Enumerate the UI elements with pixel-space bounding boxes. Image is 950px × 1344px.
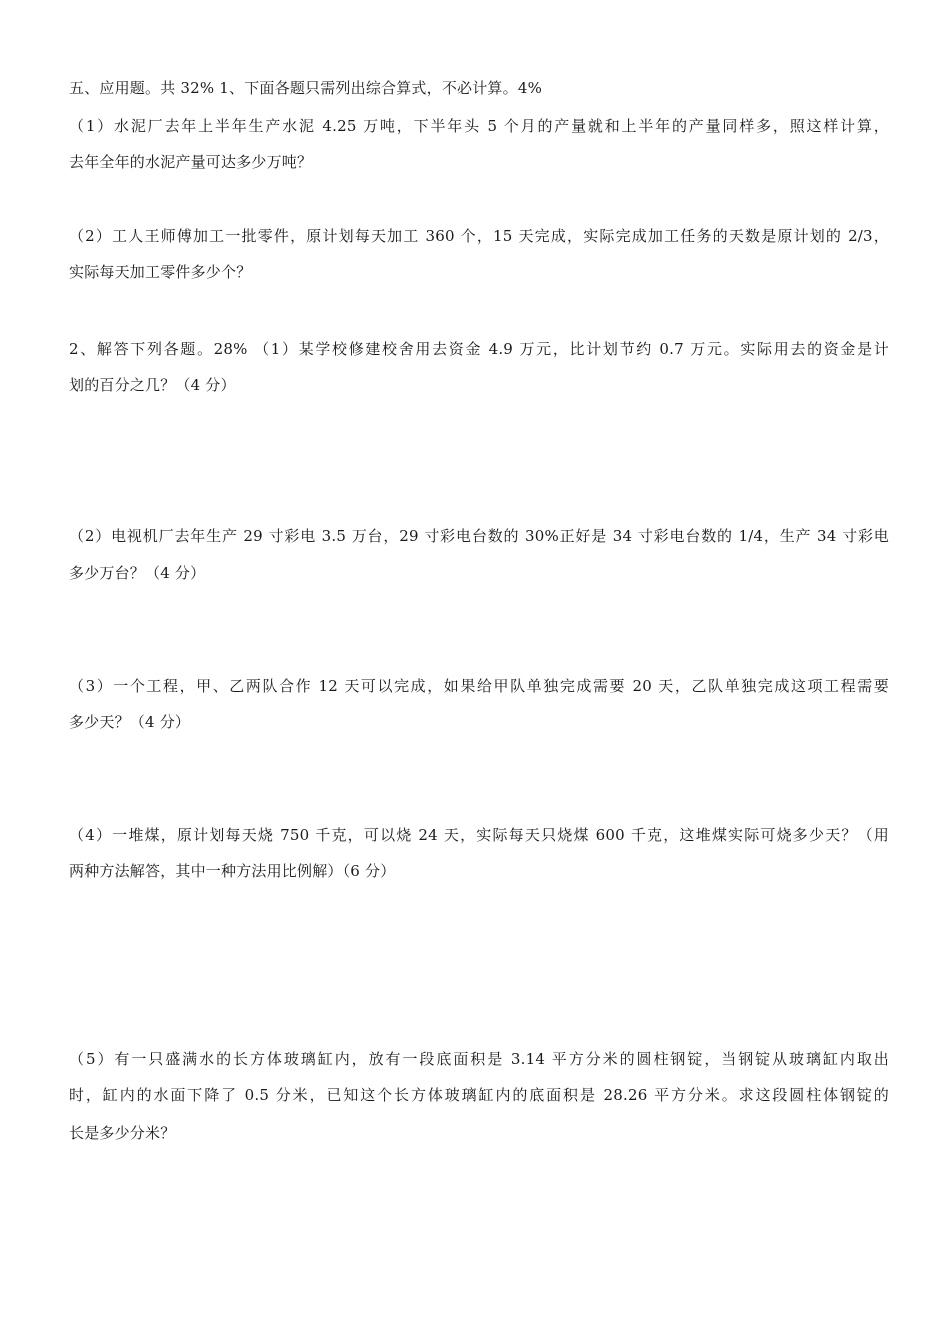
- question-2-5-line-3: 长是多少分米？: [69, 1124, 176, 1142]
- question-1-1-line-2: 去年全年的水泥产量可达多少万吨？: [69, 153, 313, 171]
- question-2-3-line-1: （3）一个工程，甲、乙两队合作 12 天可以完成，如果给甲队单独完成需要 20 天，乙队单独完成这项工程需要: [69, 677, 889, 695]
- part-2-line-2: 划的百分之几？（4 分）: [69, 376, 236, 394]
- question-2-5-line-1: （5）有一只盛满水的长方体玻璃缸内，放有一段底面积是 3.14 平方分米的圆柱钢锭，当钢锭从玻璃缸内取出: [69, 1050, 889, 1068]
- section-header: 五、应用题。共 32% 1、下面各题只需列出综合算式，不必计算。4%: [69, 79, 543, 97]
- question-2-4-line-2: 两种方法解答，其中一种方法用比例解）（6 分）: [69, 862, 396, 880]
- question-2-4-line-1: （4）一堆煤，原计划每天烧 750 千克，可以烧 24 天，实际每天只烧煤 600 千克，这堆煤实际可烧多少天？（用: [69, 826, 889, 844]
- question-1-1-line-1: （1）水泥厂去年上半年生产水泥 4.25 万吨，下半年头 5 个月的产量就和上半年的产量同样多，照这样计算，: [69, 117, 889, 135]
- part-2-line-1: 2、解答下列各题。28% （1）某学校修建校舍用去资金 4.9 万元，比计划节约 0.7 万元。实际用去的资金是计: [69, 340, 889, 358]
- question-1-2-line-2: 实际每天加工零件多少个？: [69, 263, 252, 281]
- question-2-3-line-2: 多少天？（4 分）: [69, 713, 191, 731]
- question-2-2-line-1: （2）电视机厂去年生产 29 寸彩电 3.5 万台，29 寸彩电台数的 30%正好是 34 寸彩电台数的 1/4，生产 34 寸彩电: [69, 527, 889, 545]
- question-1-2-line-1: （2）工人王师傅加工一批零件，原计划每天加工 360 个，15 天完成，实际完成加工任务的天数是原计划的 2/3，: [69, 227, 889, 245]
- question-2-5-line-2: 时，缸内的水面下降了 0.5 分米，已知这个长方体玻璃缸内的底面积是 28.26 平方分米。求这段圆柱体钢锭的: [69, 1086, 889, 1104]
- question-2-2-line-2: 多少万台？（4 分）: [69, 564, 206, 582]
